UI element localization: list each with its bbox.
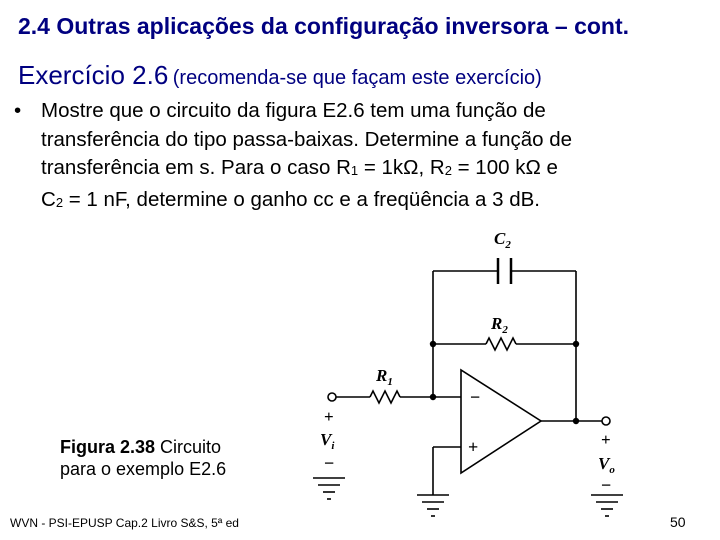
vi-label (320, 430, 335, 452)
r2-label (490, 314, 508, 336)
c2-label (494, 229, 511, 251)
opamp-plus-sign: + (468, 437, 479, 457)
label-subscript: 2 (502, 324, 508, 336)
r1-subscript: 1 (350, 163, 359, 178)
slide-title: 2.4 Outras aplicações da configuração inversora – cont. (18, 13, 630, 39)
r2-subscript: 2 (444, 163, 452, 178)
label-letter: V (320, 430, 332, 449)
text-fragment: transferência em s. Para o caso R (41, 156, 351, 179)
bullet-marker: • (14, 99, 22, 122)
text-fragment: = 1kΩ, R (358, 156, 445, 179)
caption-text-1: Circuito (155, 437, 222, 457)
exercise-title: Exercício 2.6 (18, 60, 169, 90)
figure-label: Figura 2.38 (60, 437, 156, 457)
text-fragment: = 1 nF, determine o ganho cc e a freqüência a 3 dB. (63, 187, 540, 211)
text-fragment: = 100 kΩ e (451, 156, 558, 179)
vi-minus-sign: − (324, 453, 335, 473)
junction-dot (430, 341, 436, 347)
resistor-r1 (370, 391, 400, 403)
junction-dot (573, 341, 579, 347)
caption-text-2: para o exemplo E2.6 (60, 459, 227, 479)
bullet-line-1: Mostre que o circuito da figura E2.6 tem uma função de (41, 99, 546, 122)
c2-subscript: 2 (55, 194, 64, 210)
label-letter: C (494, 229, 506, 248)
resistor-r2 (486, 338, 516, 350)
label-letter: V (598, 454, 610, 473)
label-subscript: 2 (505, 239, 511, 251)
label-letter: R (491, 314, 503, 333)
r1-label (375, 366, 393, 388)
exercise-note: (recomenda-se que façam este exercício) (172, 67, 542, 89)
footer-text: WVN - PSI-EPUSP Cap.2 Livro S&S, 5ª ed (10, 516, 239, 530)
page-number: 50 (670, 514, 686, 530)
vo-plus-sign: + (601, 430, 611, 449)
input-terminal (328, 393, 336, 401)
junction-dot (430, 394, 436, 400)
label-letter: R (376, 366, 388, 385)
op-amp (461, 370, 541, 473)
junction-dot (573, 418, 579, 424)
vo-minus-sign: − (601, 475, 612, 495)
figure-caption (60, 436, 226, 480)
opamp-minus-sign: − (470, 387, 481, 407)
output-terminal (602, 417, 610, 425)
vo-label (598, 454, 615, 476)
bullet-line-2: transferência do tipo passa-baixas. Determine a função de (41, 127, 573, 151)
label-subscript: o (609, 464, 615, 476)
vi-plus-sign: + (324, 407, 334, 426)
label-subscript: 1 (387, 376, 393, 388)
text-fragment: C (41, 187, 56, 211)
label-subscript: i (331, 440, 335, 452)
